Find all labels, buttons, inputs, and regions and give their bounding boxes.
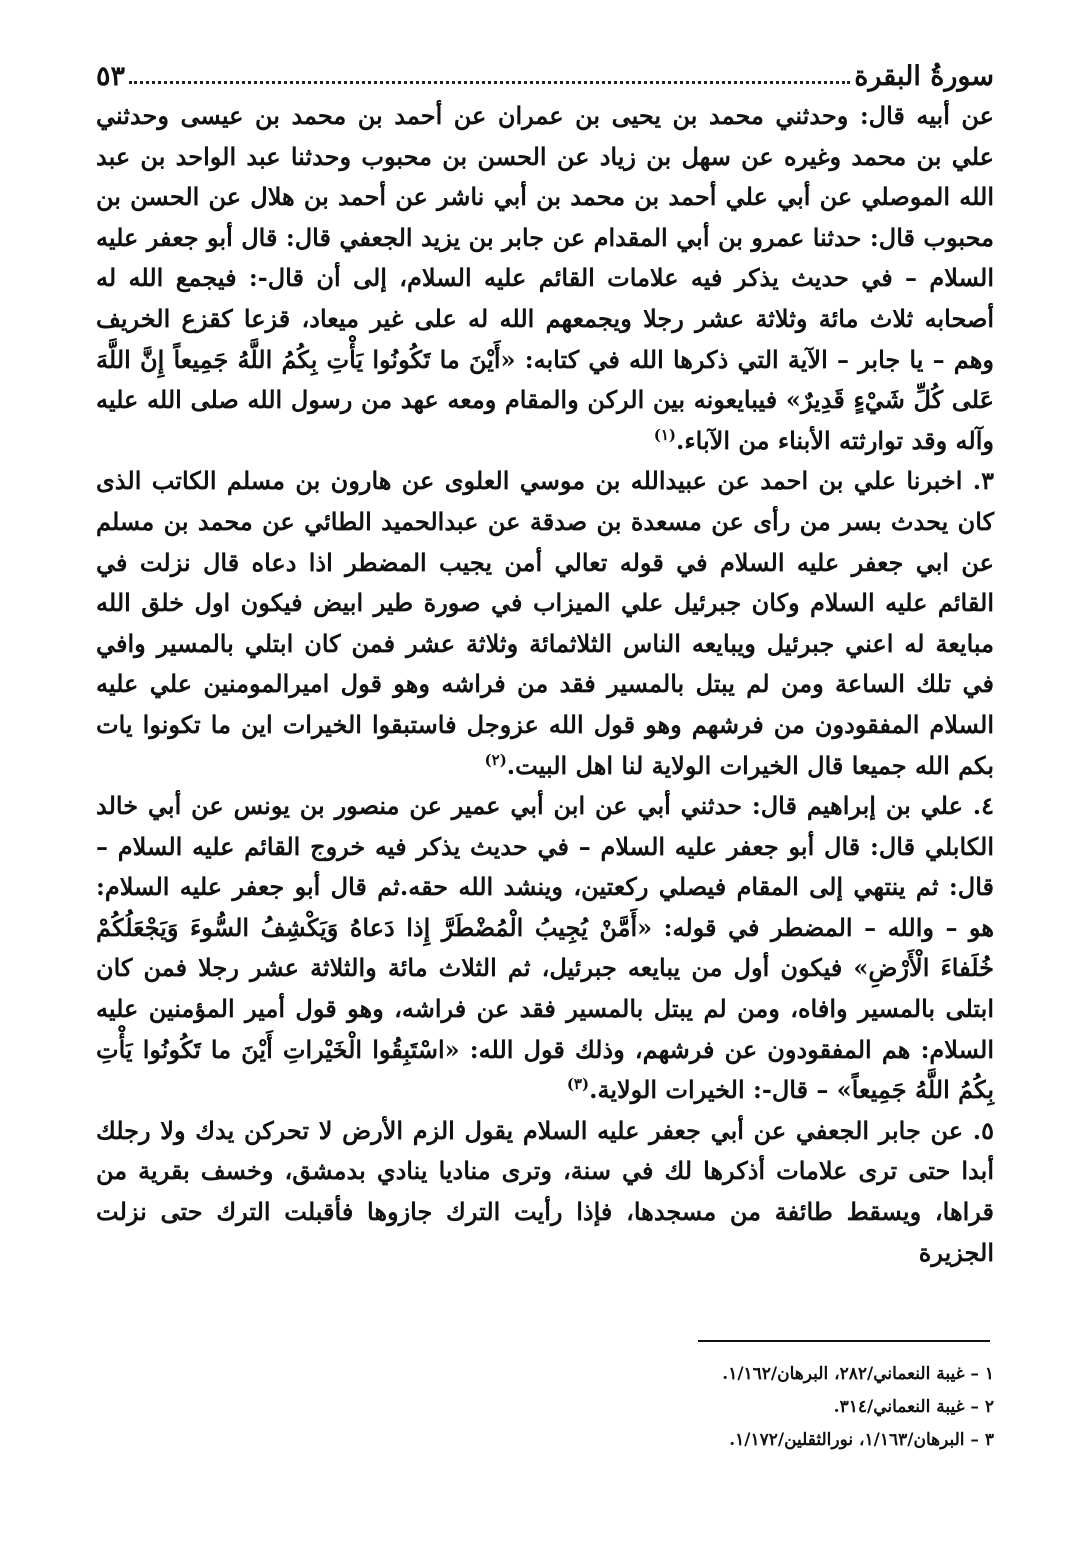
dotted-leader	[129, 81, 850, 84]
footnote-1: ١ – غيبة النعماني/٢٨٢، البرهان/١/١٦٢.	[722, 1364, 994, 1384]
main-text	[96, 96, 994, 1273]
running-header	[96, 52, 994, 92]
paragraph-text: عن أبيه قال: وحدثني محمد بن يحيى بن عمران عن أحمد بن محمد بن عيسى وحدثني علي بن محمد وغيره عن سهل بن زياد عن الحسن بن محبوب وحدثنا عبد الواحد بن عبد الله الموصلي عن أبي علي أحمد بن محمد بن أبي ناشر عن أحمد بن هلال عن الحسن بن محبوب قال: حدثنا عمرو بن أبي المقدام عن جابر بن يزيد الجعفي قال: قال أبو جعفر عليه السلام – في حديث يذكر فيه علامات القائم عليه السلام، إلى أن قال-: فيجمع الله له أصحابه ثلاث مائة وثلاثة عشر رجلا ويجمعهم الله له على غير ميعاد، قزعا كقزع الخريف وهم – يا جابر – الآية التي ذكرها الله في كتابه: «أَيْنَ ما تَكُونُوا يَأْتِ بِكُمُ اللَّهُ جَمِيعاً إِنَّ اللَّهَ عَلى كُلِّ شَيْءٍ قَدِيرٌ» فيبايعونه بين الركن والمقام ومعه عهد من رسول الله صلى الله عليه وآله وقد توارثته الأبناء من الآباء.	[96, 101, 994, 455]
paragraph-continuation	[96, 96, 994, 461]
footnote-ref-2: (٢)	[484, 750, 507, 769]
footnote-ref-1: (١)	[653, 425, 676, 444]
surah-title: سورةُ البقرة	[854, 61, 994, 92]
paragraph-text: ٥. عن جابر الجعفي عن أبي جعفر عليه السلام يقول الزم الأرض لا تحركن يدك ولا رجلك أبدا حتى ترى علامات أذكرها لك في سنة، وترى مناديا ينادي بدمشق، وخسف بقرية من قراها، ويسقط طائفة من مسجدها، فإذا رأيت الترك جازوها فأقبلت الترك حتى نزلت الجزيرة	[96, 1115, 994, 1267]
paragraph-text: ٣. اخبرنا علي بن احمد عن عبيدالله بن موسي العلوى عن هارون بن مسلم الكاتب الذى كان يحدث بسر من رأى عن مسعدة بن صدقة عن عبدالحميد الطائي عن محمد بن مسلم عن ابي جعفر عليه السلام في قوله تعالي أمن يجيب المضطر اذا دعاه قال نزلت في القائم عليه السلام وكان جبرئيل علي الميزاب في صورة طير ابيض فيكون اول خلق الله مبايعة له اعني جبرئيل ويبايعه الناس الثلاثمائة وثلاثة عشر فمن كان ابتلي بالمسير وافي في تلك الساعة ومن لم يبتل بالمسير فقد من فراشه وهو قول اميرالمومنين علي عليه السلام المفقودون من فرشهم وهو قول الله عزوجل فاستبقوا الخيرات اين ما تكونوا يات بكم الله جميعا قال الخيرات الولاية لنا اهل البيت.	[96, 466, 994, 780]
page-number: ٥٣	[96, 61, 126, 92]
footnote-3: ٣ – البرهان/١/١٦٣، نورالثقلين/١/١٧٢.	[729, 1430, 994, 1450]
paragraph-5	[96, 1111, 994, 1273]
paragraph-3	[96, 461, 994, 786]
footnotes	[96, 1358, 994, 1457]
footnote-separator	[698, 1340, 990, 1342]
paragraph-4	[96, 786, 994, 1111]
footnote-2: ٢ – غيبة النعماني/٣١٤.	[833, 1397, 994, 1417]
paragraph-text: ٤. علي بن إبراهيم قال: حدثني أبي عن ابن أبي عمير عن منصور بن يونس عن أبي خالد الكابلي قال: قال أبو جعفر عليه السلام – في حديث يذكر فيه خروج القائم عليه السلام – قال: ثم ينتهي إلى المقام فيصلي ركعتين، وينشد الله حقه.ثم قال أبو جعفر عليه السلام: هو – والله – المضطر في قوله: «أَمَّنْ يُجِيبُ الْمُضْطَرَّ إِذا دَعاهُ وَيَكْشِفُ السُّوءَ وَيَجْعَلُكُمْ خُلَفاءَ الْأَرْضِ» فيكون أول من يبايعه جبرئيل، ثم الثلاث مائة والثلاثة عشر رجلا فمن كان ابتلى بالمسير وافاه، ومن لم يبتل بالمسير فقد عن فراشه، وهو قول أمير المؤمنين عليه السلام: هم المفقودون عن فرشهم، وذلك قول الله: «اسْتَبِقُوا الْخَيْراتِ أَيْنَ ما تَكُونُوا يَأْتِ بِكُمُ اللَّهُ جَمِيعاً» – قال-: الخيرات الولاية.	[96, 791, 994, 1105]
footnote-ref-3: (٣)	[566, 1075, 590, 1094]
